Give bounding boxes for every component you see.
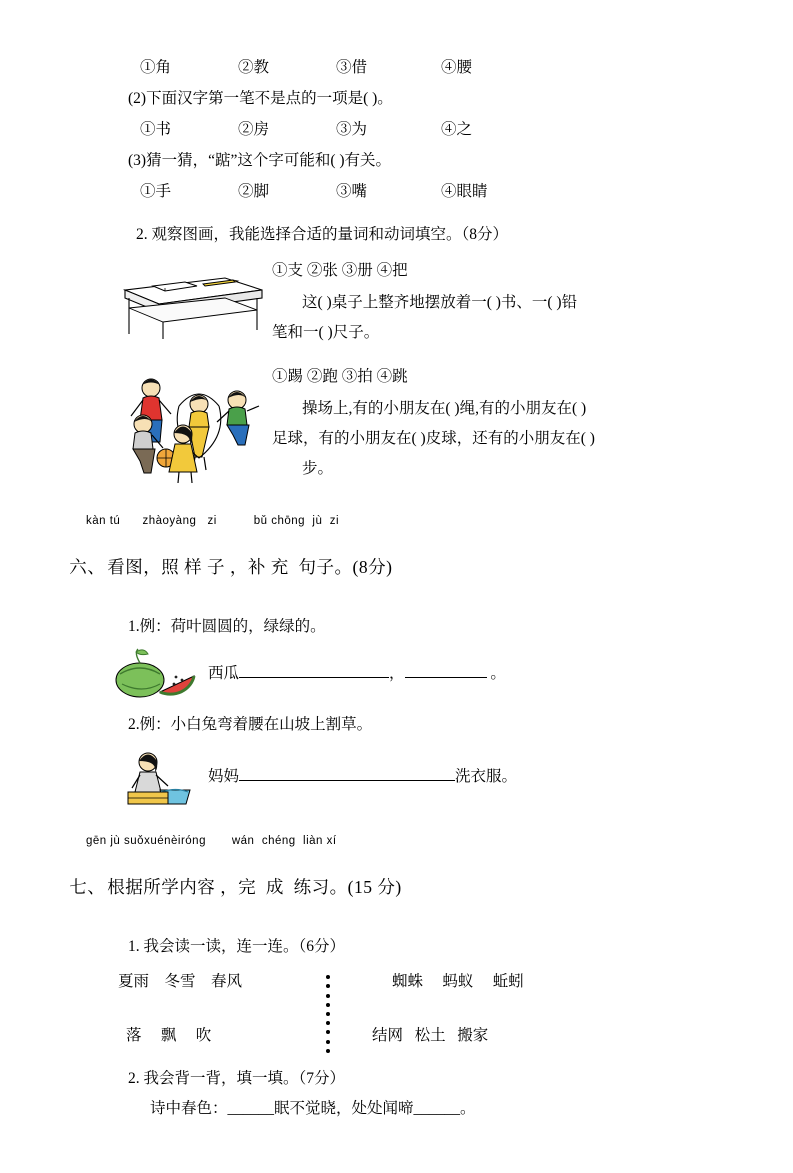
match-right-bottom: 结网 松土 搬家 xyxy=(372,1027,489,1044)
option-item: ③嘴 xyxy=(336,183,368,200)
option-item: ①角 xyxy=(140,59,172,76)
section-seven-item2-line: 诗中春色：______眠不觉晓，处处闻啼______。 xyxy=(150,1100,476,1117)
fill-sentence-line: 这( )桌子上整齐地摆放着一( )书、一( )铅 xyxy=(302,294,578,311)
option-item: ③为 xyxy=(336,121,368,138)
section-seven-item2: 2. 我会背一背，填一填。（7分） xyxy=(128,1070,346,1087)
section-seven-title xyxy=(40,848,793,926)
option-item: ③借 xyxy=(336,59,368,76)
answer-blank[interactable] xyxy=(239,663,389,678)
question2-title: 2. 观察图画，我能选择合适的量词和动词填空。（8分） xyxy=(136,226,509,243)
match-dots-column xyxy=(326,970,334,1058)
section-six-title-text: 看图，照 样 子 ，补 充 句子。(8分) xyxy=(107,557,393,577)
fill-sentence-line: 足球，有的小朋友在( )皮球，还有的小朋友在( ) xyxy=(272,430,595,447)
section-six-answer-row1 xyxy=(104,646,793,702)
section-six-answer-line2 xyxy=(208,762,517,792)
question1-options-c xyxy=(140,176,745,207)
section-seven-title-text: 根据所学内容 ，完 成 练习。(15 分) xyxy=(107,877,402,897)
section-six-answer-row2 xyxy=(104,746,793,808)
answer-blank[interactable] xyxy=(239,766,455,781)
section-six-pinyin: kàn tú zhàoyàng zi bǔ chōng jù zi xyxy=(86,515,340,527)
question2-block1 xyxy=(104,256,793,348)
watermelon-icon xyxy=(110,646,202,702)
question2-block2 xyxy=(104,362,793,492)
option-item: ④腰 xyxy=(441,59,473,76)
mother-washing-illustration xyxy=(104,746,208,808)
desk-with-book-and-pencil-icon xyxy=(107,260,267,340)
fill-sentence-line: 步。 xyxy=(302,460,334,477)
question1-options-a xyxy=(140,52,745,83)
children-playing-icon xyxy=(107,366,267,492)
option-item: ②脚 xyxy=(238,183,270,200)
option-item: ②教 xyxy=(238,59,270,76)
option-item: ④之 xyxy=(441,121,473,138)
exam-page xyxy=(0,52,793,1173)
mother-washing-clothes-icon xyxy=(110,746,202,808)
question1-options-b xyxy=(140,114,745,145)
option-item: ①书 xyxy=(140,121,172,138)
answer-prefix: 西瓜 xyxy=(208,665,240,682)
fill-sentence-line: 笔和一( )尺子。 xyxy=(272,324,380,341)
section-six-title xyxy=(40,528,793,606)
section-six-header xyxy=(40,514,793,606)
desk-illustration xyxy=(104,256,270,348)
section-six-item2: 2.例：小白兔弯着腰在山坡上割草。 xyxy=(128,716,373,733)
section-seven-number: 七、 xyxy=(69,877,106,897)
question2-block1-text xyxy=(270,256,793,348)
section-six-item1: 1.例：荷叶圆圆的，绿绿的。 xyxy=(128,618,326,635)
section-seven-header xyxy=(40,834,793,926)
match-right-top: 蜘蛛 蚂蚁 蚯蚓 xyxy=(392,973,524,990)
playground-illustration xyxy=(104,362,270,492)
section-seven-pinyin: gēn jù suǒxuénèiróng wán chéng liàn xí xyxy=(86,835,337,847)
verb-options: ①踢 ②跑 ③拍 ④跳 xyxy=(272,368,408,385)
question2-block2-text xyxy=(270,362,793,492)
option-item: ④眼睛 xyxy=(441,183,488,200)
answer-blank[interactable] xyxy=(405,663,487,678)
watermelon-illustration xyxy=(104,646,208,702)
question1-item2: (2)下面汉字第一笔不是点的一项是( )。 xyxy=(128,90,393,107)
section-seven-item1: 1. 我会读一读，连一连。（6分） xyxy=(128,938,346,955)
quantifier-options: ①支 ②张 ③册 ④把 xyxy=(272,262,408,279)
fill-sentence-line: 操场上,有的小朋友在( )绳,有的小朋友在( ) xyxy=(302,400,587,417)
section-six-answer-line1: 西瓜 ， 。 xyxy=(208,665,506,682)
answer-suffix: 。 xyxy=(490,665,506,682)
match-left-bottom: 落 飘 吹 xyxy=(126,1027,212,1044)
answer-suffix: 洗衣服。 xyxy=(455,768,518,785)
matching-exercise[interactable] xyxy=(104,968,793,1064)
question1-item3: (3)猜一猜，“踮”这个字可能和( )有关。 xyxy=(128,152,392,169)
section-six-number: 六、 xyxy=(69,557,106,577)
match-left-top: 夏雨 冬雪 春风 xyxy=(118,973,243,990)
answer-prefix: 妈妈 xyxy=(208,768,240,785)
option-item: ①手 xyxy=(140,183,172,200)
option-item: ②房 xyxy=(238,121,270,138)
